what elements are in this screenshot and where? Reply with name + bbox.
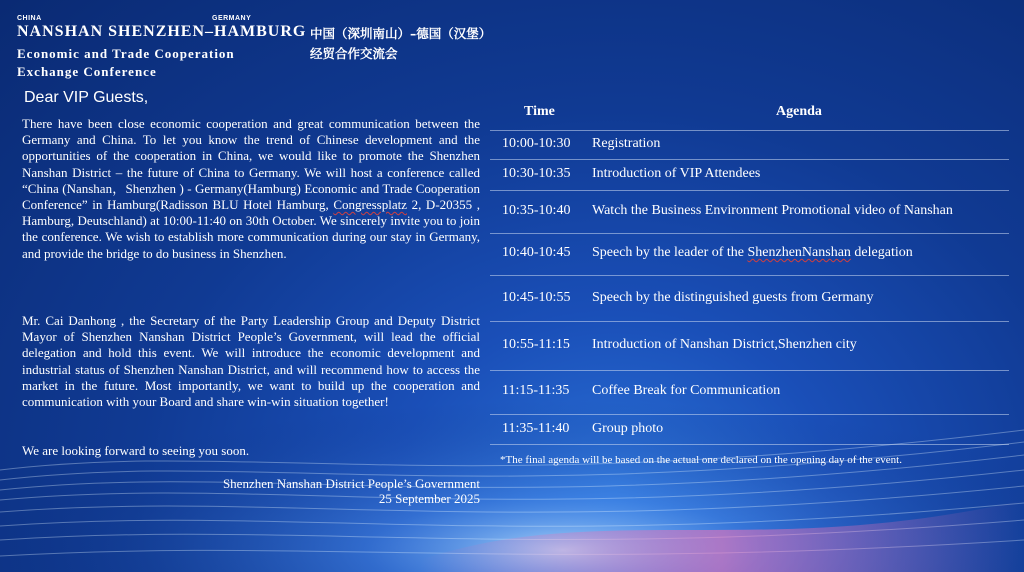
letter-paragraph-2: Mr. Cai Danhong , the Secretary of the Party Leadership Group and Deputy District Mayor of Shenzhen Nanshan District People’s Government, will lead the official delegation and hold this event. We will introduce the economic development and industrial status of Shenzhen Nanshan District, and will recommend how to access the market in the future. Most importantly, we want to build up the cooperation and communication with your Board and share win-win situation together! [22,313,480,410]
agenda-item: Watch the Business Environment Promotional video of Nanshan [592,203,953,218]
agenda-item: Introduction of Nanshan District,Shenzhen city [592,337,857,352]
agenda-item: Coffee Break for Communication [592,383,781,398]
agenda-item: Speech by the leader of the ShenzhenNanshan delegation [592,245,913,260]
agenda-item: Registration [592,136,661,151]
conference-subtitle-line1: Economic and Trade Cooperation [17,46,235,61]
signature-date: 25 September 2025 [378,491,480,506]
column-header-time: Time [524,104,555,119]
chinese-title-line1: 中国（深圳南山）–德国（汉堡） [310,26,492,41]
agenda-time: 11:35-11:40 [502,421,570,436]
greeting: Dear VIP Guests, [24,89,149,106]
agenda-row [490,322,1009,371]
agenda-time: 10:30-10:35 [502,166,571,181]
agenda-row [490,276,1009,322]
agenda-time: 10:55-11:15 [502,337,570,352]
conference-subtitle-line2: Exchange Conference [17,64,157,79]
agenda-item: Speech by the distinguished guests from Germany [592,290,874,305]
agenda-item: Introduction of VIP Attendees [592,166,761,181]
label-germany: GERMANY [212,15,252,22]
agenda-time: 10:35-10:40 [502,203,571,218]
agenda-header-row [490,100,1009,130]
agenda-time: 10:45-10:55 [502,290,571,305]
signature-organization: Shenzhen Nanshan District People’s Government [222,476,480,491]
agenda-item: Group photo [592,421,664,436]
column-header-agenda: Agenda [776,104,822,119]
agenda-row [490,191,1009,234]
agenda-row [490,234,1009,276]
agenda-row [490,415,1009,445]
agenda-footnote: *The final agenda will be based on the actual one declared on the opening day of the event. [500,454,902,466]
agenda-time: 11:15-11:35 [502,383,570,398]
agenda-row [490,130,1009,160]
conference-title: NANSHAN SHENZHEN–HAMBURG [17,23,307,40]
agenda-time: 10:00-10:30 [502,136,571,151]
spellcheck-underlined-word: ShenzhenNanshan [747,245,851,260]
agenda-row [490,371,1009,415]
agenda-table [490,100,1009,445]
letter-paragraph-1: There have been close economic cooperation and great communication between the Germany and China. To let you know the trend of Chinese development and the opportunities of the cooperation in China, we would like to promote the Shenzhen Nanshan District – the future of China to Germany. We will host a conference called “China (Nanshan，Shenzhen ) - Germany(Hamburg) Economic and Trade Cooperation Conference” in Hamburg(Radisson BLU Hotel Hamburg, Congressplatz 2, D-20355 , Hamburg, Deutschland) at 10:00-11:40 on 30th October. We sincerely invite you to join the conference. We wish to establish more communication during our stay in Germany, and provide the bridge to do business in Shenzhen. [22,116,481,261]
chinese-title-line2: 经贸合作交流会 [310,46,398,61]
agenda-time: 10:40-10:45 [502,245,571,260]
letter-paragraph-3: We are looking forward to seeing you soon. [22,443,250,458]
agenda-row [490,160,1009,191]
spellcheck-underlined-word: Congressplatz [333,197,407,213]
label-china: CHINA [17,15,42,22]
